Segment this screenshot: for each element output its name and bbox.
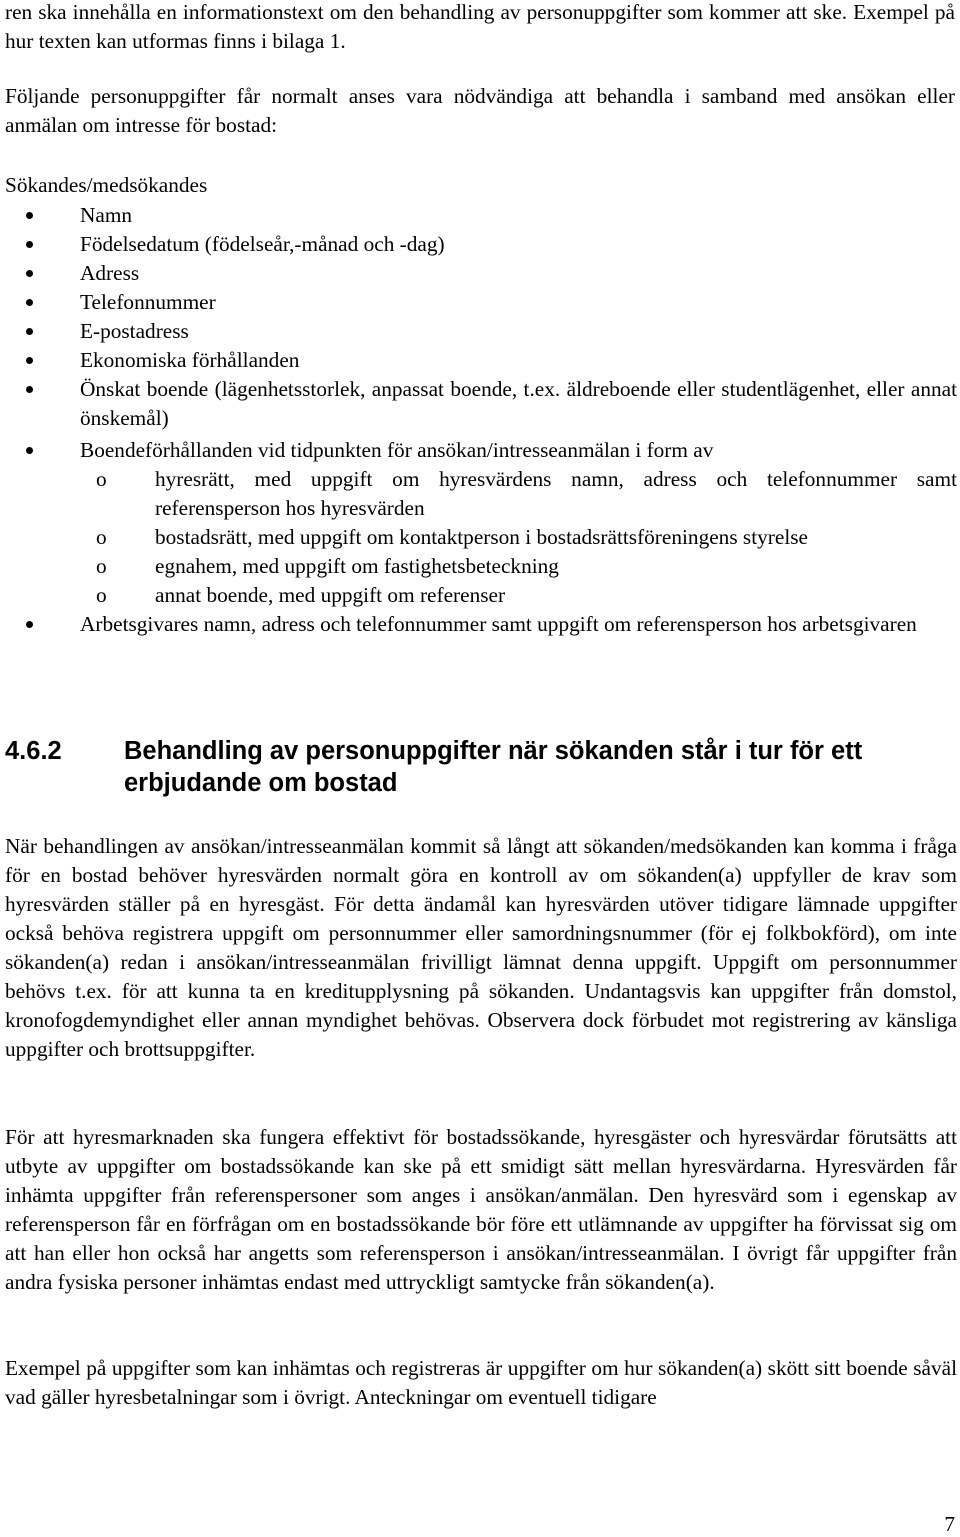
bullet-icon bbox=[26, 447, 33, 454]
sublist-item bbox=[80, 552, 957, 581]
list-item bbox=[5, 610, 957, 639]
paragraph-top: ren ska innehålla en informationstext om den behandling av personuppgifter som kommer att ske. Exempel på hur texten kan utformas finns i bilaga 1. bbox=[5, 0, 955, 53]
page-number: 7 bbox=[944, 1512, 955, 1536]
bullet-icon bbox=[26, 357, 33, 364]
bullet-icon bbox=[26, 299, 33, 306]
bullet-icon bbox=[26, 241, 33, 248]
section-title: Behandling av personuppgifter när sökanden står i tur för ett erbjudande om bostad bbox=[124, 737, 863, 797]
circle-bullet-icon: o bbox=[96, 525, 107, 549]
paragraph-body-2: För att hyresmarknaden ska fungera effektivt för bostadssökande, hyresgäster och hyresvärdar förutsätts att utbyte av uppgifter om bostadssökande kan ske på ett smidigt sätt mellan hyresvärdarna. Hyresvärden får inhämta uppgifter från referenspersoner som anges i ansökan/anmälan. Den hyresvärd som i egenskap av referensperson får en förfrågan om en bostadssökande bör före ett utlämnande av uppgifter ha förvissat sig om att han eller hon också har angetts som referensperson i ansökan/intresseanmälan. I övrigt får uppgifter från andra fysiska personer inhämtas endast med uttryckligt samtycke från sökanden(a). bbox=[5, 1125, 957, 1294]
list-item-text: Ekonomiska förhållanden bbox=[80, 348, 300, 372]
section-number: 4.6.2 bbox=[5, 737, 62, 765]
list-item bbox=[5, 346, 957, 375]
list-item-text: E-postadress bbox=[80, 319, 189, 343]
list-item bbox=[5, 375, 957, 433]
paragraph-body-1: När behandlingen av ansökan/intresseanmälan kommit så långt att sökanden/medsökanden kan komma i fråga för en bostad behöver hyresvärden normalt göra en kontroll av om sökanden(a) uppfyller de krav som hyresvärden ställer på en hyresgäst. För detta ändamål kan hyresvärden utöver tidigare lämnade uppgifter också behöva registrera uppgift om personnummer eller samordningsnummer (för ej folkbokförd), om inte sökanden(a) redan i ansökan/intresseanmälan frivilligt lämnat denna uppgift. Uppgift om personnummer behövs t.ex. för att kunna ta en kreditupplysning på sökanden. Undantagsvis kan uppgifter från domstol, kronofogdemyndighet eller annan myndighet behövas. Observera dock förbudet mot registrering av känsliga uppgifter och brottsuppgifter. bbox=[5, 834, 957, 1061]
sublist-item bbox=[80, 523, 957, 552]
list-item-text: Adress bbox=[80, 261, 140, 285]
sublist-item-text: egnahem, med uppgift om fastighetsbeteckning bbox=[155, 554, 559, 578]
bullet-icon bbox=[26, 621, 33, 628]
list-item bbox=[5, 201, 957, 230]
sublist-item-text: bostadsrätt, med uppgift om kontaktperson i bostadsrättsföreningens styrelse bbox=[155, 525, 808, 549]
paragraph-body-3: Exempel på uppgifter som kan inhämtas och registreras är uppgifter om hur sökanden(a) skött sitt boende såväl vad gäller hyresbetalningar som i övrigt. Anteckningar om eventuell tidigare bbox=[5, 1356, 957, 1409]
bullet-icon bbox=[26, 270, 33, 277]
list-item-text: Telefonnummer bbox=[80, 290, 216, 314]
list-item-text: Födelsedatum (födelseår,-månad och -dag) bbox=[80, 232, 445, 256]
list-item bbox=[5, 317, 957, 346]
list-item-text: Boendeförhållanden vid tidpunkten för ansökan/intresseanmälan i form av bbox=[80, 438, 714, 462]
list-item bbox=[5, 230, 957, 259]
list-item bbox=[5, 288, 957, 317]
circle-bullet-icon: o bbox=[96, 583, 107, 607]
list-item bbox=[5, 259, 957, 288]
paragraph-intro: Följande personuppgifter får normalt anses vara nödvändiga att behandla i samband med ansökan eller anmälan om intresse för bostad: bbox=[5, 84, 955, 137]
sublist-item bbox=[80, 581, 957, 610]
housing-sublist bbox=[80, 465, 957, 610]
section-heading bbox=[5, 735, 957, 799]
bullet-icon bbox=[26, 212, 33, 219]
sublist-item-text: annat boende, med uppgift om referenser bbox=[155, 583, 506, 607]
list-subheading: Sökandes/medsökandes bbox=[5, 173, 208, 197]
bullet-icon bbox=[26, 386, 33, 393]
circle-bullet-icon: o bbox=[96, 554, 107, 578]
sublist-item bbox=[80, 465, 957, 523]
list-item-text: Namn bbox=[80, 203, 133, 227]
sublist-item-text: hyresrätt, med uppgift om hyresvärdens namn, adress och telefonnummer samt referensperson hos hyresvärden bbox=[155, 467, 957, 520]
personal-data-list bbox=[5, 201, 957, 639]
list-item bbox=[5, 436, 957, 610]
bullet-icon bbox=[26, 328, 33, 335]
list-item-text: Önskat boende (lägenhetsstorlek, anpassat boende, t.ex. äldreboende eller studentlägenhet, eller annat önskemål) bbox=[80, 377, 957, 430]
circle-bullet-icon: o bbox=[96, 467, 107, 491]
list-item-text: Arbetsgivares namn, adress och telefonnummer samt uppgift om referensperson hos arbetsgivaren bbox=[80, 612, 917, 636]
